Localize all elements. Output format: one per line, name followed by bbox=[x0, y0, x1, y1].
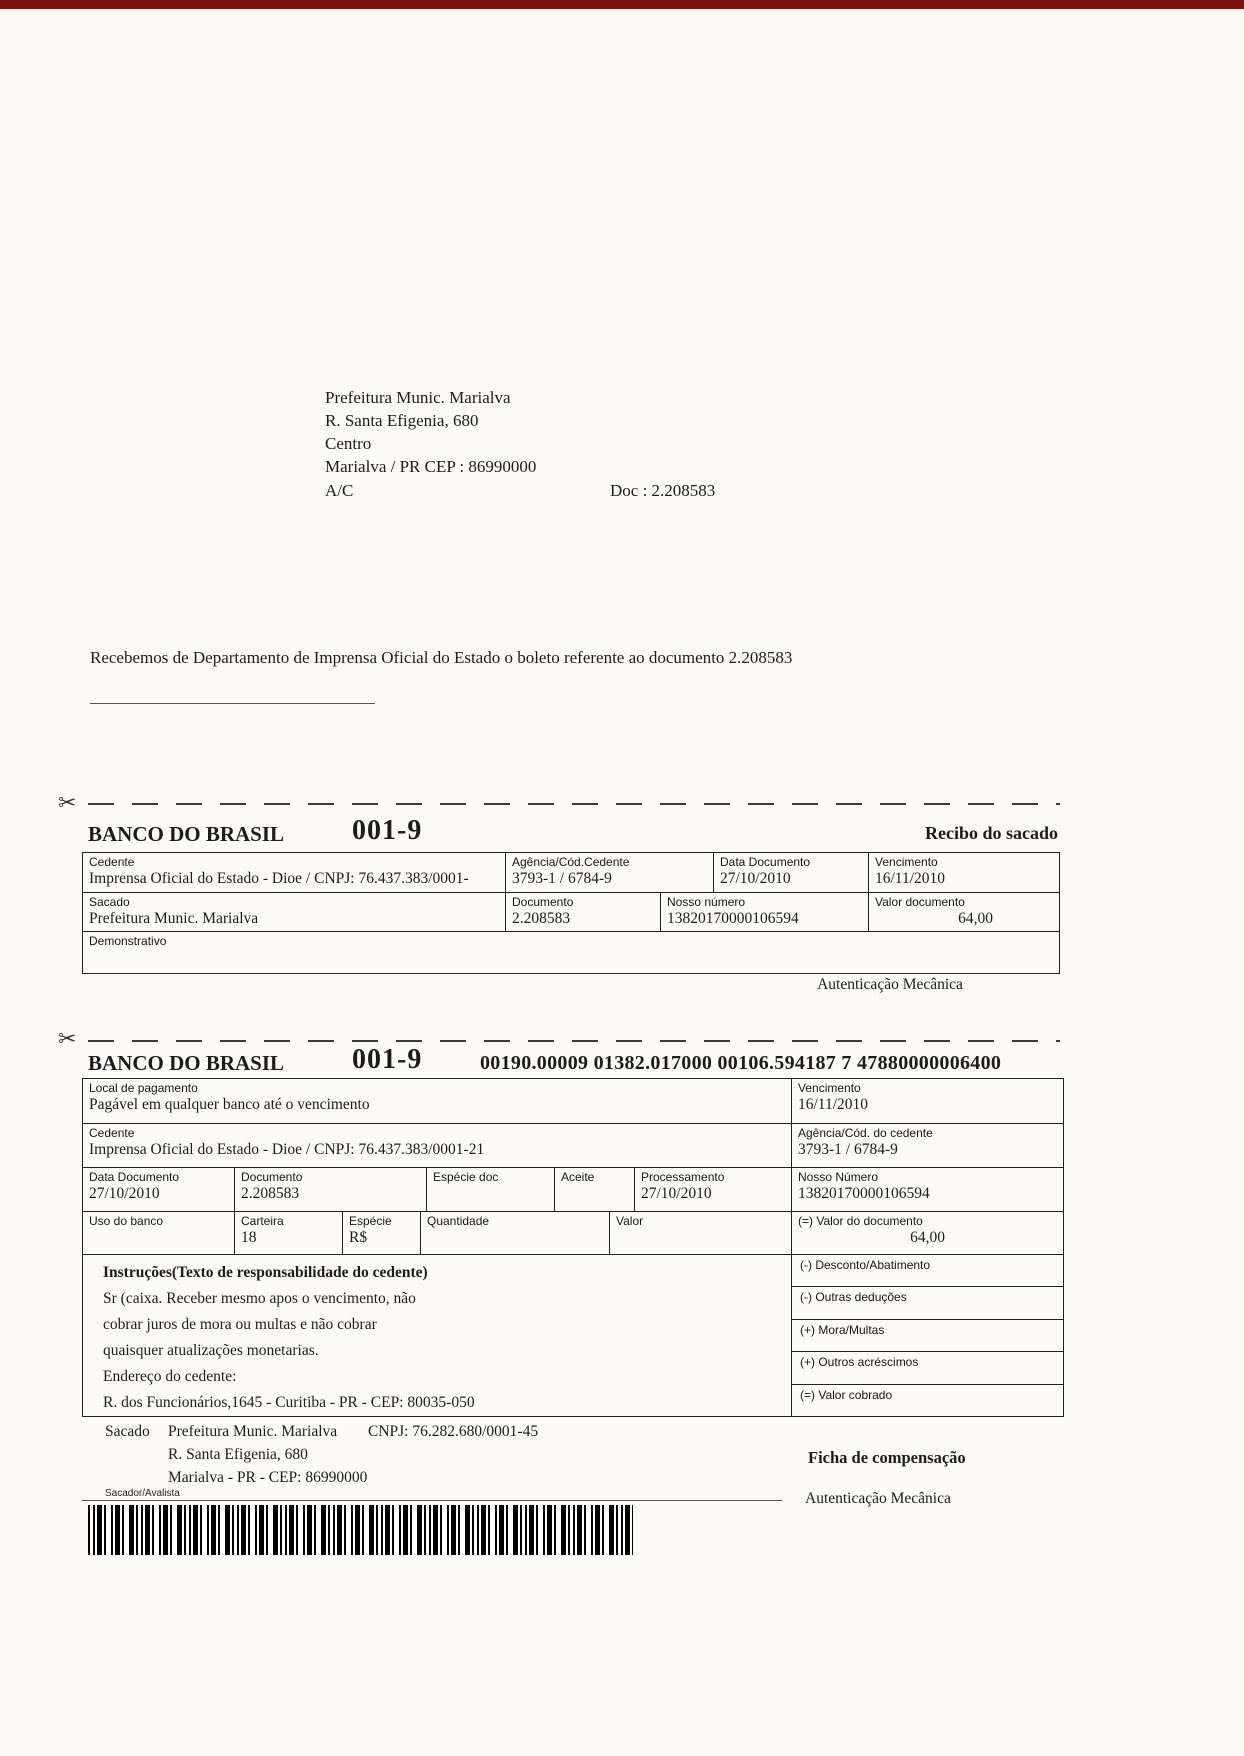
sacado-block-name: Prefeitura Munic. Marialva bbox=[168, 1423, 338, 1440]
field-local-pagamento bbox=[83, 1079, 791, 1123]
especie-label: Espécie bbox=[349, 1214, 392, 1228]
sacado-block-cnpj: CNPJ: 76.282.680/0001-45 bbox=[368, 1423, 539, 1440]
field-uso-banco bbox=[83, 1212, 234, 1254]
sacado-label: Sacado bbox=[89, 895, 130, 909]
recipient-name: Prefeitura Munic. Marialva bbox=[325, 388, 511, 407]
field-agencia-cedente bbox=[505, 853, 713, 892]
agencia-value: 3793-1 / 6784-9 bbox=[512, 870, 612, 887]
field-carteira bbox=[234, 1212, 342, 1254]
sacador-line bbox=[82, 1500, 782, 1501]
carteira-label: Carteira bbox=[241, 1214, 284, 1228]
signature-line bbox=[90, 703, 375, 704]
typeable-line: 00190.00009 01382.017000 00106.594187 7 47880000006400 bbox=[480, 1052, 1002, 1074]
agencia-ficha-label: Agência/Cód. do cedente bbox=[798, 1126, 933, 1140]
nosso-numero-ficha-label: Nosso Número bbox=[798, 1170, 879, 1184]
valor-documento-label: Valor documento bbox=[875, 895, 965, 909]
cedente-ficha-value: Imprensa Oficial do Estado - Dioe / CNPJ: 76.437.383/0001-21 bbox=[89, 1141, 485, 1158]
field-valor-documento bbox=[868, 893, 1059, 931]
autenticacao-mecanica-ficha: Autenticação Mecânica bbox=[805, 1490, 951, 1507]
valor-label: Valor bbox=[616, 1214, 644, 1228]
carteira-value: 18 bbox=[241, 1229, 257, 1246]
cedente-ficha-label: Cedente bbox=[89, 1126, 135, 1140]
especie-value: R$ bbox=[349, 1229, 368, 1246]
local-pagamento-value: Pagável em qualquer banco até o vencimento bbox=[89, 1096, 370, 1113]
scissors-icon: ✂ bbox=[58, 790, 77, 815]
agencia-ficha-value: 3793-1 / 6784-9 bbox=[798, 1141, 898, 1158]
receipt-statement: Recebemos de Departamento de Imprensa Oficial do Estado o boleto referente ao documento 2.208583 bbox=[90, 648, 793, 667]
field-agencia-ficha bbox=[791, 1124, 1063, 1167]
local-pagamento-label: Local de pagamento bbox=[89, 1081, 198, 1095]
quantidade-label: Quantidade bbox=[427, 1214, 490, 1228]
demonstrativo-label: Demonstrativo bbox=[89, 934, 167, 948]
recipient-district: Centro bbox=[325, 434, 372, 453]
vencimento-ficha-label: Vencimento bbox=[798, 1081, 861, 1095]
ac-label: A/C bbox=[325, 481, 354, 500]
valor-cobrado-label: (=) Valor cobrado bbox=[800, 1387, 893, 1402]
deducoes-label: (-) Outras deduções bbox=[800, 1290, 907, 1305]
doc-number: Doc : 2.208583 bbox=[610, 481, 716, 500]
acrescimos-label: (+) Outros acréscimos bbox=[800, 1355, 919, 1370]
scan-edge-strip bbox=[0, 0, 1244, 9]
field-outras-deducoes bbox=[792, 1287, 1063, 1319]
recibo-title: Recibo do sacado bbox=[924, 823, 1058, 843]
desconto-label: (-) Desconto/Abatimento bbox=[800, 1258, 931, 1272]
field-valor bbox=[609, 1212, 791, 1254]
data-doc-ficha-value: 27/10/2010 bbox=[89, 1185, 160, 1202]
ficha-compensacao-label: Ficha de compensação bbox=[808, 1448, 966, 1467]
documento-ficha-value: 2.208583 bbox=[241, 1185, 300, 1202]
vencimento-value: 16/11/2010 bbox=[875, 870, 946, 887]
recipient-city: Marialva / PR CEP : 86990000 bbox=[325, 457, 537, 476]
field-documento bbox=[505, 893, 660, 931]
nosso-numero-value: 13820170000106594 bbox=[667, 910, 799, 927]
cut-line bbox=[88, 803, 1060, 805]
processamento-value: 27/10/2010 bbox=[641, 1185, 712, 1202]
sacado-block-street: R. Santa Efigenia, 680 bbox=[168, 1446, 308, 1463]
instrucoes-line-1: Sr (caixa. Receber mesmo apos o vencimento, não bbox=[103, 1290, 416, 1307]
data-documento-value: 27/10/2010 bbox=[720, 870, 791, 887]
field-valor-cobrado bbox=[792, 1385, 1063, 1416]
valor-documento-value: 64,00 bbox=[958, 910, 993, 927]
agencia-label: Agência/Cód.Cedente bbox=[512, 855, 630, 869]
cedente-label: Cedente bbox=[89, 855, 135, 869]
processamento-label: Processamento bbox=[641, 1170, 725, 1184]
aceite-label: Aceite bbox=[561, 1170, 595, 1184]
especie-doc-label: Espécie doc bbox=[433, 1170, 499, 1184]
endereco-cedente-label: Endereço do cedente: bbox=[103, 1368, 237, 1385]
bank-name-ficha: BANCO DO BRASIL bbox=[88, 1051, 285, 1075]
cedente-value: Imprensa Oficial do Estado - Dioe / CNPJ: 76.437.383/0001- bbox=[89, 870, 469, 887]
field-sacado bbox=[83, 893, 505, 931]
field-desconto bbox=[792, 1255, 1063, 1287]
field-cedente-ficha bbox=[83, 1124, 791, 1167]
sacado-value: Prefeitura Munic. Marialva bbox=[89, 910, 259, 927]
bank-code: 001-9 bbox=[352, 815, 423, 846]
field-nosso-numero-ficha bbox=[791, 1168, 1063, 1211]
field-aceite bbox=[554, 1168, 634, 1211]
data-doc-ficha-label: Data Documento bbox=[89, 1170, 180, 1184]
vencimento-ficha-value: 16/11/2010 bbox=[798, 1096, 869, 1113]
endereco-cedente-value: R. dos Funcionários,1645 - Curitiba - PR - CEP: 80035-050 bbox=[103, 1394, 475, 1411]
amount-column bbox=[791, 1255, 1063, 1416]
valor-doc-ficha-value: 64,00 bbox=[910, 1229, 945, 1246]
nosso-numero-label: Nosso número bbox=[667, 895, 746, 909]
field-demonstrativo bbox=[83, 932, 1059, 973]
uso-banco-label: Uso do banco bbox=[89, 1214, 164, 1228]
valor-doc-ficha-label: (=) Valor do documento bbox=[798, 1214, 923, 1228]
field-instrucoes bbox=[83, 1255, 791, 1416]
field-mora-multas bbox=[792, 1320, 1063, 1352]
recibo-table bbox=[82, 852, 1060, 974]
nosso-numero-ficha-value: 13820170000106594 bbox=[798, 1185, 930, 1202]
sacador-avalista-label: Sacador/Avalista bbox=[105, 1488, 180, 1499]
sacado-block-city: Marialva - PR - CEP: 86990000 bbox=[168, 1469, 368, 1486]
ficha-table bbox=[82, 1078, 1064, 1417]
cut-line-2 bbox=[88, 1040, 1060, 1042]
field-documento-ficha bbox=[234, 1168, 426, 1211]
sacado-block-label: Sacado bbox=[105, 1423, 150, 1440]
field-quantidade bbox=[420, 1212, 609, 1254]
field-vencimento-ficha bbox=[791, 1079, 1063, 1123]
recipient-address-block bbox=[325, 386, 536, 478]
field-vencimento bbox=[868, 853, 1059, 892]
autenticacao-mecanica-recibo: Autenticação Mecânica bbox=[817, 976, 963, 993]
instrucoes-line-3: quaisquer atualizações monetarias. bbox=[103, 1342, 319, 1359]
field-processamento bbox=[634, 1168, 791, 1211]
field-outros-acrescimos bbox=[792, 1352, 1063, 1384]
scissors-icon-2: ✂ bbox=[58, 1026, 77, 1051]
bank-name: BANCO DO BRASIL bbox=[88, 822, 285, 846]
instrucoes-line-2: cobrar juros de mora ou multas e não cobrar bbox=[103, 1316, 377, 1333]
barcode bbox=[88, 1505, 633, 1555]
field-cedente bbox=[83, 853, 505, 892]
vencimento-label: Vencimento bbox=[875, 855, 938, 869]
field-data-doc-ficha bbox=[83, 1168, 234, 1211]
data-documento-label: Data Documento bbox=[720, 855, 811, 869]
documento-value: 2.208583 bbox=[512, 910, 571, 927]
field-especie-doc bbox=[426, 1168, 554, 1211]
field-data-documento bbox=[713, 853, 868, 892]
recipient-street: R. Santa Efigenia, 680 bbox=[325, 411, 479, 430]
bank-code-ficha: 001-9 bbox=[352, 1044, 423, 1075]
documento-ficha-label: Documento bbox=[241, 1170, 303, 1184]
field-especie bbox=[342, 1212, 420, 1254]
documento-label: Documento bbox=[512, 895, 574, 909]
field-nosso-numero bbox=[660, 893, 868, 931]
field-valor-doc-ficha bbox=[791, 1212, 1063, 1254]
mora-label: (+) Mora/Multas bbox=[800, 1322, 885, 1337]
instrucoes-title: Instruções(Texto de responsabilidade do cedente) bbox=[103, 1264, 428, 1281]
